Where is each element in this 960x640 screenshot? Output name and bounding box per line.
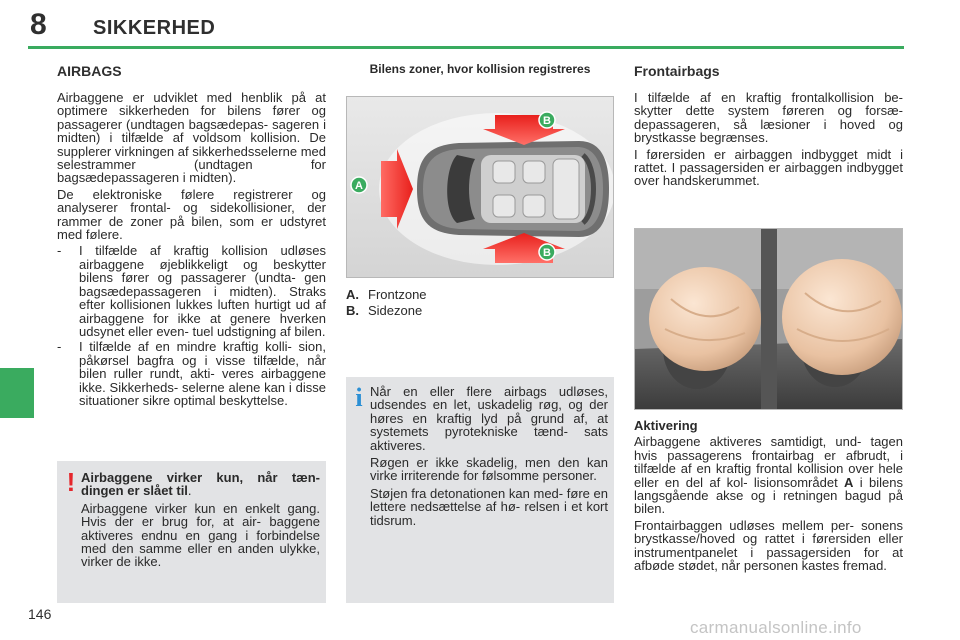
- info-box: [346, 377, 614, 603]
- airbags-heading: AIRBAGS: [57, 63, 122, 79]
- chapter-side-tab: [0, 368, 34, 418]
- frontairbags-paragraph: I førersiden er airbaggen indbygget midt i rattet. I passagersiden er airbaggen indbygget over handskerummet.: [634, 146, 903, 189]
- car-zones-figure: [346, 96, 614, 278]
- right-column-bottom: [634, 419, 903, 575]
- car-zones-illustration: [347, 97, 613, 277]
- info-paragraph: Røgen er ikke skadelig, men den kan virke irriterende for følsomme personer.: [370, 455, 608, 484]
- legend-item-a: A. Frontzone: [346, 287, 427, 302]
- zone-label-a: A: [355, 180, 363, 192]
- list-item: - I tilfælde af kraftig kollision udløses airbaggene øjeblikkeligt og beskytter bilens fører og passagerer (undta- gen bagsædepassageren i midten). Straks efter kollisionen lukkes luften hurtigt ud af airbaggene for ikke at genere hverken udsynet eller even- tuel udstigning af bilen.: [57, 243, 326, 339]
- activation-subheading: Aktivering: [634, 418, 698, 433]
- chapter-number: 8: [30, 8, 47, 41]
- figure-caption: Bilens zoner, hvor kollision registreres: [369, 62, 591, 76]
- sensor-paragraph: De elektroniske følere registrerer og analyserer frontal- og sidekollisioner, der rammer de zoner på bilen, som er udstyret med følere.: [57, 186, 326, 243]
- intro-paragraph: Airbaggene er udviklet med henblik på at optimere sikkerheden for bilens fører og passagerer (undtagen bagsædepas- sageren i midten) i tilfælde af voldsom kollision. De supplerer virkningen af sikkerhedsselerne med selestrammer (undtagen for bagsædepassageren i midten).: [57, 90, 326, 186]
- warning-text: Airbaggene virker kun en enkelt gang. Hvis der er brug for, at air- baggene aktiveres endnu en gang i forbindelse med den samme eller en anden ulykke, virker de ikke.: [81, 500, 320, 570]
- zone-label-b-top: B: [543, 115, 551, 127]
- legend-item-b: B. Sidezone: [346, 303, 423, 318]
- zone-label-b-bottom: B: [543, 247, 551, 259]
- warning-icon: !: [66, 467, 76, 497]
- header-rule: [28, 46, 904, 49]
- info-paragraph: Når en eller flere airbags udløses, udsendes en let, uskadelig røg, og der høres en kraftig lyd på grund af, at systemets pyrotekniske tænd- sats aktiveres.: [370, 384, 608, 453]
- activation-paragraph: Frontairbaggen udløses mellem per- sonens brystkasse/hoved og rattet i førersiden eller instrumentpanelet i passagersiden for at afbøde stødet, når personen kastes fremad.: [634, 517, 903, 574]
- frontairbags-heading: Frontairbags: [634, 63, 720, 79]
- warning-box: [57, 461, 326, 603]
- info-icon: i: [355, 383, 363, 412]
- info-paragraph: Støjen fra detonationen kan med- føre en lettere nedsættelse af hø- relsen i et kort tidsrum.: [370, 485, 608, 528]
- warning-title: Airbaggene virker kun, når tæn- dingen er slået til.: [81, 470, 320, 499]
- list-item: - I tilfælde af en mindre kraftig kolli- sion, påkørsel bagfra og i visse tilfælde, når bilen ruller rundt, akti- veres airbaggene ikke. Sikkerheds- selerne alene kan i disse situationer sikre optimal beskyttelse.: [57, 339, 326, 408]
- watermark: carmanualsonline.info: [690, 618, 862, 637]
- front-airbags-figure: [634, 228, 903, 410]
- left-column: [57, 63, 326, 409]
- page-number: 146: [28, 606, 52, 622]
- chapter-title: SIKKERHED: [93, 17, 216, 39]
- frontairbags-paragraph: I tilfælde af en kraftig frontalkollision be- skytter dette system føreren og forsæ- depassageren, så læsioner i hoved og brystkasse begrænses.: [634, 90, 903, 146]
- right-column-top: [634, 63, 903, 191]
- figure-legend: [346, 287, 614, 319]
- front-airbags-illustration: [635, 229, 902, 409]
- activation-paragraph: Airbaggene aktiveres samtidigt, und- tagen hvis passagerens frontairbag er afbrudt, i tilfælde af en kraftig frontal kollision over hele eller en del af kol- lisionsområdet A i bilens langsgående akse og i retningen bagud på bilen.: [634, 434, 903, 517]
